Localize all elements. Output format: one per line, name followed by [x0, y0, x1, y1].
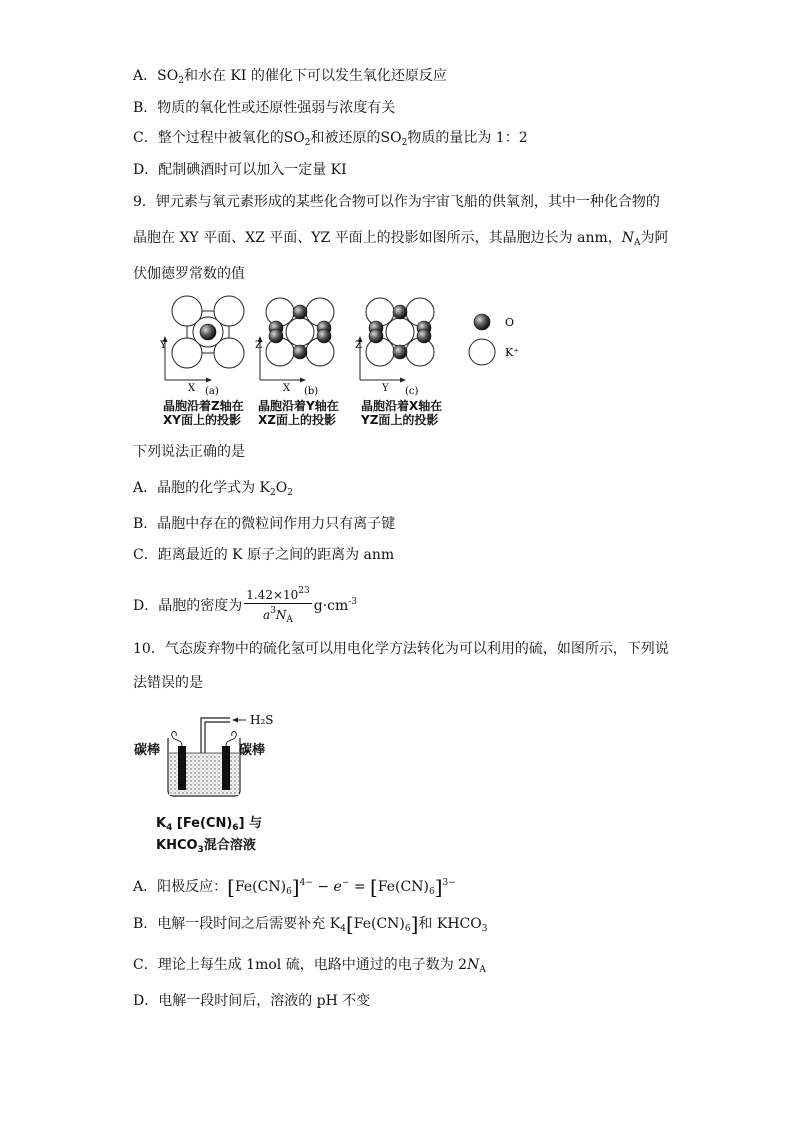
- potassium-legend-icon: [469, 339, 495, 365]
- q8-option-d: D．配制碘酒时可以加入一定量 KI: [133, 162, 347, 178]
- projection-panel-c: [355, 298, 434, 397]
- oxygen-legend-icon: [474, 314, 490, 330]
- caption-panel-b: 晶胞沿着Y轴在 XZ面上的投影: [258, 399, 339, 427]
- solution-label: $K_4$ $[Fe(CN)_6]$ 与 $KHCO_3$混合溶液: [156, 816, 263, 855]
- q8-option-a: A．$SO_2$和水在 KI 的催化下可以发生氧化还原反应: [133, 68, 447, 86]
- projection-panel-b: [255, 298, 334, 397]
- q10-option-a: A．阳极反应：$[Fe(CN)_6]^{4-} - e^- = [Fe(CN)_6]^{3-}$: [133, 875, 456, 899]
- q10-option-c: C．理论上每生成 1mol 硫，电路中通过的电子数为 $2N_A$: [133, 957, 486, 975]
- figure-legend: [469, 314, 519, 365]
- caption-panel-a: 晶胞沿着Z轴在 XY面上的投影: [163, 399, 244, 427]
- q9-stem-line2: 晶胞在 XY 平面、XZ 平面、YZ 平面上的投影如图所示，其晶胞边长为 anm，$N_A$为阿: [133, 230, 669, 248]
- left-electrode-label: 碳棒: [134, 743, 161, 758]
- q8-option-c: C．整个过程中被氧化的$SO_2$和被还原的$SO_2$物质的量比为 1：2: [133, 130, 528, 148]
- q10-option-b: B．电解一段时间之后需要补充 $K_4[Fe(CN)_6]$和 $KHCO_3$: [133, 912, 488, 936]
- q8-option-b: B．物质的氧化性或还原性强弱与浓度有关: [133, 100, 396, 116]
- h2s-label: H₂S: [250, 713, 274, 727]
- q9-stem-line3: 伏伽德罗常数的值: [133, 266, 245, 282]
- oxygen-legend-label: O: [505, 316, 515, 329]
- axis-label: Z: [255, 340, 262, 351]
- projection-panel-a: [160, 296, 244, 397]
- left-carbon-rod: [178, 746, 186, 790]
- panel-tag: (a): [205, 386, 219, 397]
- q9-option-a: A．晶胞的化学式为 $K_2O_2$: [133, 480, 293, 498]
- electrolysis-cell-figure: [150, 708, 290, 808]
- panel-tag: (c): [405, 386, 419, 397]
- axis-label: Z: [355, 340, 362, 351]
- axis-label: Y: [160, 340, 167, 351]
- panel-tag: (b): [304, 386, 319, 397]
- caption-panel-c: 晶胞沿着X轴在 YZ面上的投影: [361, 399, 443, 427]
- q9-option-b: B．晶胞中存在的微粒间作用力只有离子键: [133, 516, 396, 532]
- axis-label: Y: [382, 383, 389, 394]
- right-carbon-rod: [222, 746, 230, 790]
- potassium-legend-label: K⁺: [505, 346, 520, 359]
- density-fraction: $\frac{1.42\times 10^{23}}{a^3N_A}$: [246, 586, 310, 625]
- axis-label: X: [188, 383, 196, 394]
- q10-stem-line2: 法错误的是: [133, 675, 203, 691]
- q9-stem-line1: 9．钾元素与氧元素形成的某些化合物可以作为宇宙飞船的供氧剂，其中一种化合物的: [133, 194, 660, 210]
- q9-option-c: C．距离最近的 K 原子之间的距离为 anm: [133, 547, 395, 563]
- right-electrode-label: 碳棒: [239, 743, 266, 758]
- q10-stem-line1: 10．气态废弃物中的硫化氢可以用电化学方法转化为可以利用的硫，如图所示，下列说: [133, 641, 669, 657]
- q9-prompt: 下列说法正确的是: [133, 444, 245, 460]
- q9-option-d: D．晶胞的密度为 $\frac{1.42\times 10^{23}}{a^3N_A}$ $g\cdot cm^{-3}$: [133, 584, 357, 628]
- q10-option-d: D．电解一段时间后，溶液的 pH 不变: [133, 993, 371, 1009]
- axis-label: X: [283, 383, 291, 394]
- crystal-projection-figure: [160, 292, 540, 397]
